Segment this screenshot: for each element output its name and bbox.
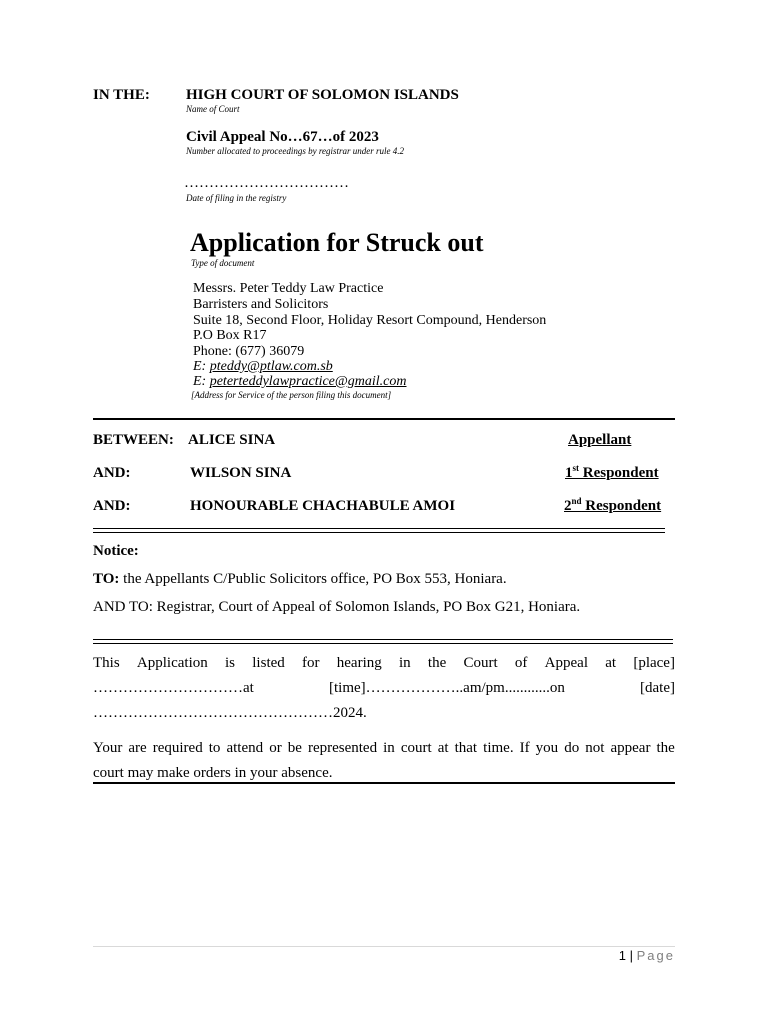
email-prefix: E: [193,359,207,374]
email-line-2 [193,374,407,390]
party-name-second-respondent: HONOURABLE CHACHABULE AMOI [190,498,456,514]
attend-word: to [208,740,221,756]
notice-to-label: TO: [93,571,120,587]
email-line-1 [193,359,333,375]
parties-double-rule [93,528,665,533]
bottom-rule [93,782,675,784]
firm-phone: Phone: (677) 36079 [193,344,305,359]
hearing-double-rule [93,639,673,644]
attend-word: in [383,740,395,756]
in-the-label: IN THE: [93,87,150,103]
hearing-word: in [399,655,411,671]
attend-word: the [656,740,675,756]
page-number: 1 [618,948,627,963]
hearing-word: the [427,655,447,671]
hearing-word: listed [252,655,285,671]
hearing-line-3: …………………………………………2024. [93,705,367,721]
attend-word: you [535,740,559,756]
attend-word: at [437,740,449,756]
hearing-line-1 [93,655,675,672]
party-name-first-respondent: WILSON SINA [190,465,292,481]
attend-word: not [585,740,605,756]
email-prefix: E: [193,374,207,389]
hearing-word: Appeal [544,655,588,671]
notice-to-line [93,571,507,588]
case-number-caption: Number allocated to proceedings by registrar under rule 4.2 [186,146,405,156]
party-label-and-1: AND: [93,465,131,481]
hearing-word: hearing [336,655,382,671]
attend-word: court [400,740,432,756]
hearing-line-2 [93,680,675,697]
attend-word: or [269,740,282,756]
hearing-word: [date] [640,680,675,696]
hearing-word: Court [463,655,498,671]
firm-name: Messrs. Peter Teddy Law Practice [193,281,384,296]
attend-word: time. [483,740,514,756]
court-name: HIGH COURT OF SOLOMON ISLANDS [186,87,459,103]
attend-word: attend [226,740,264,756]
page-label: Page [636,948,675,963]
attend-word: are [128,740,147,756]
attend-line-1 [93,740,675,757]
document-title-caption: Type of document [191,258,255,268]
attend-word: be [287,740,302,756]
attend-word: represented [307,740,378,756]
hearing-word: for [302,655,320,671]
hearing-word: This [93,655,120,671]
page-separator: | [626,948,637,963]
hearing-word: [place] [633,655,675,671]
attend-word: required [152,740,203,756]
attend-word: do [564,740,580,756]
hearing-word: [time]………………..am/pm............on [329,680,565,696]
notice-heading: Notice: [93,543,139,559]
party-role-second-respondent: 2nd Respondent [564,496,662,514]
document-title: Application for Struck out [190,228,484,257]
hearing-word: is [225,655,236,671]
footer-rule [93,946,675,947]
attend-word: If [519,740,530,756]
attend-word: appear [610,740,651,756]
hearing-word: of [514,655,528,671]
filing-date-caption: Date of filing in the registry [186,193,287,203]
address-caption: [Address for Service of the person filing this document] [191,390,392,400]
hearing-word: …………………………at [93,680,254,696]
court-name-caption: Name of Court [186,104,240,114]
email-link-2[interactable]: peterteddylawpractice@gmail.com [209,374,407,389]
firm-po-box: P.O Box R17 [193,328,267,343]
notice-to-text: the Appellants C/Public Solicitors office, PO Box 553, Honiara. [119,571,507,587]
party-label-between: BETWEEN: [93,432,174,448]
firm-street-address: Suite 18, Second Floor, Holiday Resort Compound, Henderson [193,313,547,328]
case-number: Civil Appeal No…67…of 2023 [186,129,379,145]
party-role-appellant: Appellant [568,432,632,448]
notice-and-to-line: AND TO: Registrar, Court of Appeal of Solomon Islands, PO Box G21, Honiara. [93,599,581,615]
hearing-word: at [605,655,617,671]
email-link-1[interactable]: pteddy@ptlaw.com.sb [209,359,333,374]
top-rule [93,418,675,420]
party-name-appellant: ALICE SINA [188,432,276,448]
party-label-and-2: AND: [93,498,131,514]
attend-word: that [454,740,478,756]
attend-word: Your [93,740,123,756]
page-footer [619,948,675,963]
hearing-word: Application [136,655,208,671]
attend-line-2: court may make orders in your absence. [93,765,333,781]
firm-description: Barristers and Solicitors [193,297,329,312]
filing-date: …………………………… [184,175,349,191]
party-role-first-respondent: 1st Respondent [565,463,659,481]
